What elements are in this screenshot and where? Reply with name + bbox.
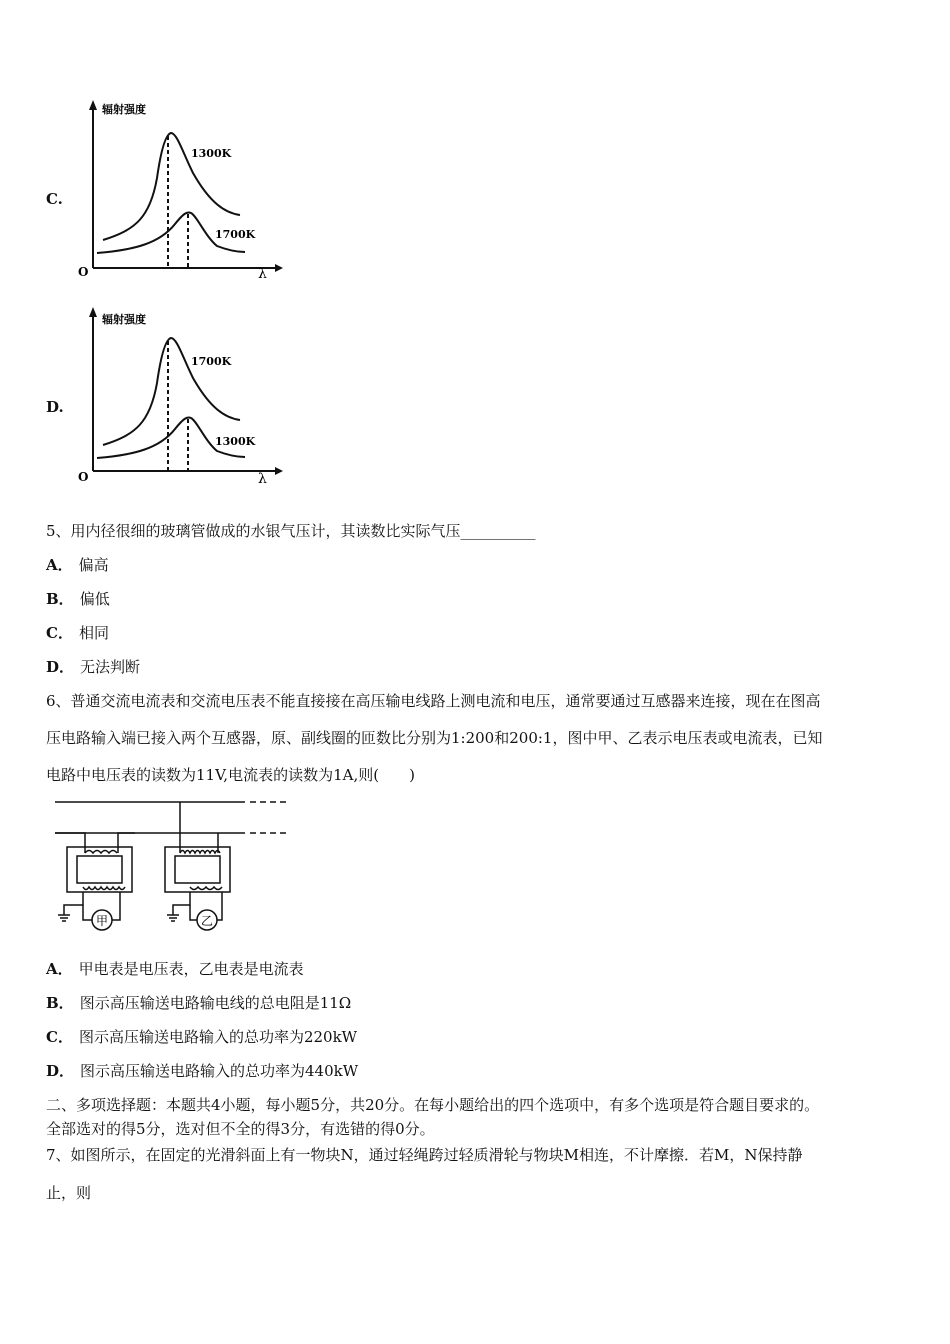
x-axis-arrow [275,264,283,272]
q5-option-d [46,656,140,677]
option-label: D． [46,1062,75,1080]
meter-jia-label: 甲 [95,914,109,928]
x-axis-label: λ [258,471,267,487]
transformer-circuit-figure [50,795,300,935]
q6-stem-line-1: 6、普通交流电流表和交流电压表不能直接接在高压输电线路上测电流和电压，通常要通过互感器来连接，现在在图高 [46,692,821,710]
option-c-chart [75,98,285,280]
q5-stem: 5、用内径很细的玻璃管做成的水银气压计，其读数比实际气压__________ [46,522,536,540]
q6-option-a [46,958,304,979]
q6-stem-line-2: 压电路输入端已接入两个互感器，原、副线圈的匝数比分别为1:200和200:1，图中甲、乙表示电压表或电流表，已知 [46,729,823,747]
x-axis-arrow [275,467,283,475]
q5-option-a [46,554,109,575]
high-curve-label: 1700K [191,355,232,368]
y-axis-label: 辐射强度 [102,313,146,326]
option-text: 图示高压输送电路输电线的总电阻是11Ω [79,994,352,1012]
q7-stem-line-2: 止，则 [46,1184,92,1202]
option-label: B． [46,590,74,608]
option-label: C． [46,1028,73,1046]
x-axis-label: λ [258,266,267,280]
y-axis-arrow [89,100,97,110]
option-label: B． [46,994,74,1012]
high-curve-label: 1300K [191,147,232,160]
section2-line-2: 全部选对的得5分，选对但不全的得3分，有选错的得0分。 [46,1120,435,1138]
q5-option-b [46,588,110,609]
origin-label: O [78,265,89,279]
q6-option-d [46,1060,358,1081]
option-text: 甲电表是电压表，乙电表是电流表 [78,960,304,978]
q6-option-b [46,992,351,1013]
option-label: A． [46,960,73,978]
option-c-label: C. [46,190,63,208]
low-curve-label: 1300K [215,435,256,448]
option-label: C． [46,624,73,642]
section2-line-1: 二、多项选择题：本题共4小题，每小题5分，共20分。在每小题给出的四个选项中，有多个选项是符合题目要求的。 [46,1096,820,1114]
option-text: 图示高压输送电路输入的总功率为440kW [80,1062,359,1080]
option-text: 图示高压输送电路输入的总功率为220kW [78,1028,358,1046]
y-axis-label: 辐射强度 [102,103,146,116]
low-curve-label: 1700K [215,228,256,241]
q6-stem-line-3: 电路中电压表的读数为11V,电流表的读数为1A,则( ) [46,766,415,784]
option-text: 偏低 [79,590,110,608]
option-text: 无法判断 [80,658,141,676]
option-d-label: D. [46,398,64,416]
option-label: A． [46,556,73,574]
option-d-chart [75,305,285,487]
y-axis-arrow [89,307,97,317]
option-text: 偏高 [78,556,109,574]
q5-option-c [46,622,109,643]
meter-yi-label: 乙 [200,914,214,928]
origin-label: O [78,470,89,484]
option-text: 相同 [78,624,109,642]
q7-stem-line-1: 7、如图所示，在固定的光滑斜面上有一物块N，通过轻绳跨过轻质滑轮与物块M相连，不计摩擦．若M，N保持静 [46,1146,803,1164]
q6-option-c [46,1026,357,1047]
option-label: D． [46,658,75,676]
